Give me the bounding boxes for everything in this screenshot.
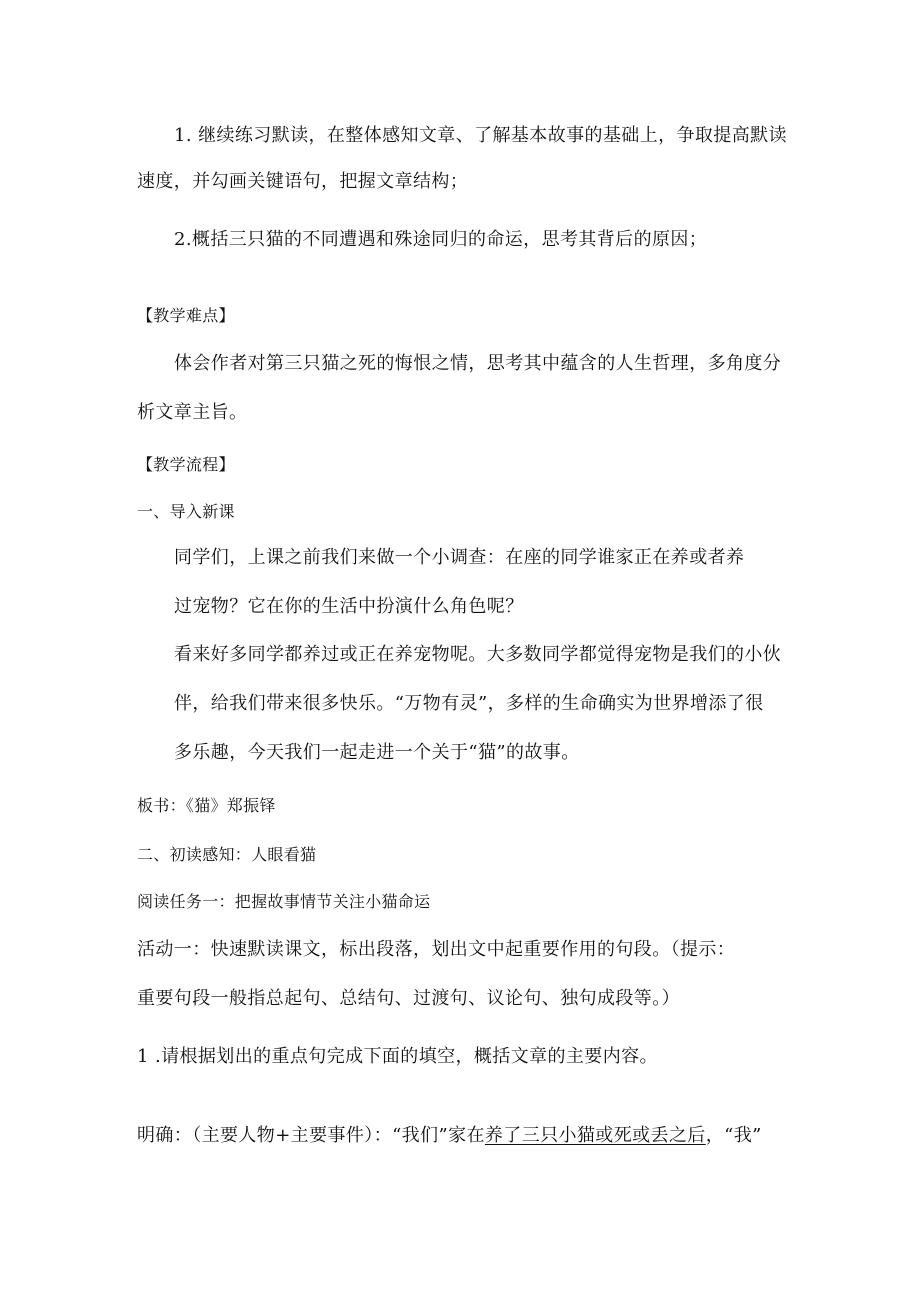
section-1-title: 一、导入新课 [137, 502, 235, 521]
objective-2: 2.概括三只猫的不同遭遇和殊途同归的命运，思考其背后的原因； [174, 229, 708, 250]
difficulty-line-1: 体会作者对第三只猫之死的悔恨之情，思考其中蕴含的人生哲理，多角度分 [174, 353, 782, 374]
process-heading: 【教学流程】 [137, 455, 235, 474]
activity-1-line-2: 重要句段一般指总起句、总结句、过渡句、议论句、独句成段等。） [137, 988, 680, 1009]
answer-prefix: 明确：（主要人物+主要事件）：“我们”家在 [137, 1125, 485, 1146]
blackboard-note: 板书：《猫》郑振铎 [137, 796, 276, 815]
question-1: 1 .请根据划出的重点句完成下面的填空，概括文章的主要内容。 [137, 1046, 658, 1067]
intro-p1-line-1: 同学们，上课之前我们来做一个小调查：在座的同学谁家正在养或者养 [174, 547, 745, 568]
reading-task-1: 阅读任务一：把握故事情节关注小猫命运 [137, 892, 431, 911]
activity-1-line-1: 活动一：快速默读课文，标出段落，划出文中起重要作用的句段。（提示： [137, 939, 736, 960]
answer-underlined: 养了三只小猫或死或丢之后 [484, 1125, 706, 1146]
intro-p2-line-2: 伴，给我们带来很多快乐。“万物有灵”，多样的生命确实为世界增添了很 [174, 693, 764, 714]
intro-p2-line-3: 多乐趣，今天我们一起走进一个关于“猫”的故事。 [174, 742, 580, 763]
objective-1-line-2: 速度，并勾画关键语句，把握文章结构； [137, 171, 469, 192]
difficulty-line-2: 析文章主旨。 [137, 402, 248, 423]
difficulty-heading: 【教学难点】 [137, 306, 235, 325]
answer-suffix: ，“我” [705, 1125, 762, 1146]
answer-line [137, 1124, 762, 1148]
section-2-title: 二、初读感知：人眼看猫 [137, 845, 317, 864]
intro-p2-line-1: 看来好多同学都养过或正在养宠物呢。大多数同学都觉得宠物是我们的小伙 [174, 644, 782, 665]
intro-p1-line-2: 过宠物？它在你的生活中扮演什么角色呢？ [174, 596, 524, 617]
objective-1-line-1: 1. 继续练习默读，在整体感知文章、了解基本故事的基础上，争取提高默读 [174, 125, 787, 146]
